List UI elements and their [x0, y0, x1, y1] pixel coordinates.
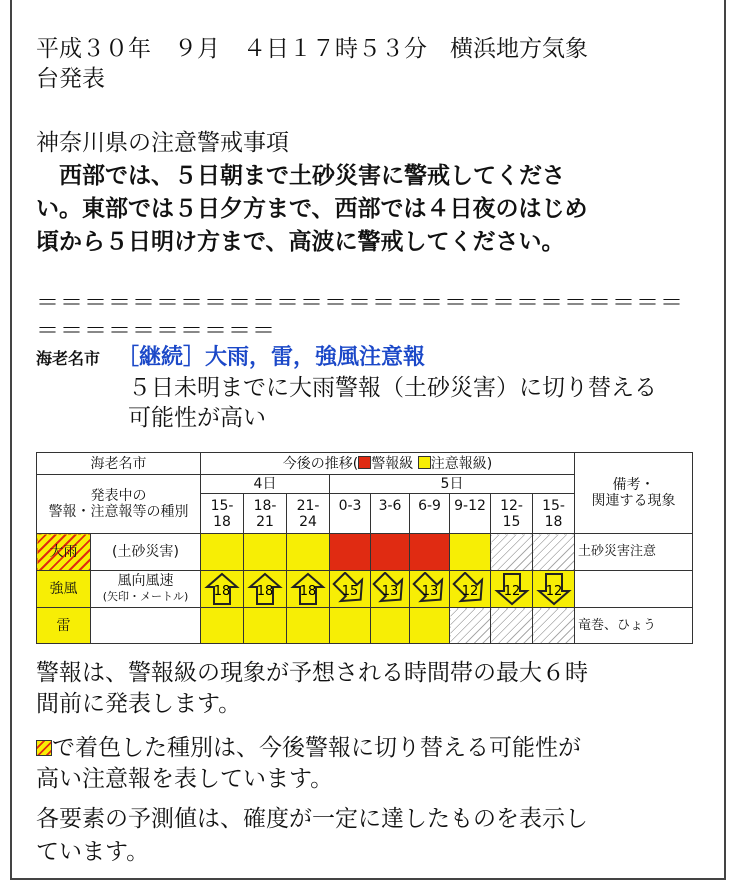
switch-note-line-2: 可能性が高い: [128, 405, 266, 431]
issue-line-2: 台発表: [36, 66, 105, 92]
time-slot-start: 18-: [253, 497, 277, 514]
type-header-line1: 発表中の: [90, 488, 147, 504]
wind-arrow-icon: [536, 572, 572, 606]
switch-note-line-1: ５日未明までに大雨警報（土砂災害）に切り替える: [128, 375, 657, 401]
time-slot-end: 18: [544, 513, 563, 530]
type-header-line2: 警報・注意報等の種別: [48, 504, 189, 520]
hazard-type: 強風: [37, 571, 91, 608]
time-slot-start: 12-: [500, 497, 523, 514]
time-slot-end: [410, 514, 449, 530]
time-slot: [244, 494, 287, 534]
wind-speed-value: 18: [299, 584, 317, 599]
time-slot: [201, 494, 244, 534]
level-cell: [244, 571, 287, 608]
level-cell: [491, 571, 533, 608]
time-slot-start: 15-: [542, 497, 565, 514]
time-slot: [371, 494, 410, 534]
advisory-legend-label: 注意報級): [430, 455, 493, 472]
remarks-cell: 土砂災害注意: [575, 534, 693, 571]
time-slot-end: 18: [213, 513, 231, 530]
level-cell: [491, 608, 533, 644]
hazard-type: 大雨: [37, 534, 91, 571]
time-slot-end: [371, 514, 409, 530]
level-cell: [201, 534, 244, 571]
level-cell: [410, 534, 450, 571]
level-cell: [287, 608, 330, 644]
trend-header: [201, 453, 575, 475]
forecast-table: [36, 452, 693, 644]
striped-type-icon: [36, 740, 52, 756]
level-cell: [533, 571, 575, 608]
wind-speed-value: 15: [341, 584, 359, 599]
time-slot: [330, 494, 371, 534]
level-cell: [287, 571, 330, 608]
wind-detail-line1: 風向風速: [117, 573, 174, 589]
wind-speed-value: 12: [545, 584, 562, 599]
advisory-status: ［継続］大雨，雷，強風注意報: [117, 345, 426, 370]
type-header: [37, 475, 201, 534]
remarks-header-line2: 関連する現象: [591, 493, 676, 509]
caution-line-2: い。東部では５日夕方まで、西部では４日夜のはじめ: [36, 196, 588, 222]
caution-line-3: 頃から５日明け方まで、高波に警戒してください。: [36, 229, 565, 255]
footer-p2-line1-text: で着色した種別は、今後警報に切り替える可能性が: [52, 735, 581, 761]
level-cell: [533, 608, 575, 644]
remarks-cell: [575, 571, 693, 608]
wind-arrow-icon: [290, 572, 326, 606]
wind-arrow-icon: [372, 572, 408, 606]
level-cell: [287, 534, 330, 571]
level-cell: [201, 571, 244, 608]
hazard-detail: [91, 608, 201, 644]
level-cell: [244, 608, 287, 644]
wind-arrow-icon: [494, 572, 530, 606]
wind-arrow-icon: [247, 572, 283, 606]
day-5-header: 5日: [330, 475, 575, 494]
wind-arrow-icon: [332, 572, 368, 606]
level-cell: [244, 534, 287, 571]
level-cell: [450, 608, 491, 644]
time-slot-start: 21-: [296, 497, 320, 514]
wind-arrow-icon: [204, 572, 240, 606]
time-slot-start: 0-3: [338, 497, 362, 514]
level-cell: [371, 571, 410, 608]
wind-speed-value: 12: [461, 584, 479, 599]
wind-speed-value: 18: [256, 584, 274, 599]
time-slot: [491, 494, 533, 534]
time-slot-end: 24: [299, 513, 317, 530]
level-cell: [410, 608, 450, 644]
time-slot-end: [450, 514, 490, 530]
advisory-legend-swatch: [418, 456, 431, 469]
issue-line-1: 平成３０年 ９月 ４日１７時５３分 横浜地方気象: [36, 36, 588, 62]
level-cell: [450, 571, 491, 608]
wind-arrow-icon: [412, 572, 448, 606]
warning-legend-swatch: [358, 456, 371, 469]
level-cell: [450, 534, 491, 571]
level-cell: [330, 608, 371, 644]
time-slot-end: [330, 514, 370, 530]
level-cell: [491, 534, 533, 571]
time-slot: [410, 494, 450, 534]
footer-p1-line1: 警報は、警報級の現象が予想される時間帯の最大６時: [36, 660, 588, 686]
time-slot-start: 15-: [210, 497, 234, 514]
hazard-detail: [91, 571, 201, 608]
level-cell: [201, 608, 244, 644]
time-slot: [287, 494, 330, 534]
footer-p1-line2: 間前に発表します。: [36, 691, 242, 717]
footer-p2-line2: 高い注意報を表しています。: [36, 766, 334, 792]
city-name: 海老名市: [36, 349, 101, 368]
separator-line-2: ＝＝＝＝＝＝＝＝＝＝: [36, 318, 276, 344]
time-slot: [450, 494, 491, 534]
wind-speed-value: 13: [381, 584, 399, 599]
level-cell: [330, 571, 371, 608]
time-slot-end: 15: [502, 513, 521, 530]
remarks-header: [575, 453, 693, 534]
time-slot-start: 9-12: [454, 497, 486, 514]
wind-arrow-icon: [452, 572, 488, 606]
wind-speed-value: 12: [503, 584, 520, 599]
time-slot-start: 3-6: [378, 497, 402, 514]
footer-p3-line2: ています。: [36, 839, 150, 865]
separator-line-1: ＝＝＝＝＝＝＝＝＝＝＝＝＝＝＝＝＝＝＝＝＝＝＝＝＝＝＝: [36, 290, 684, 316]
time-slot: [533, 494, 575, 534]
wind-detail-line2: (矢印・メートル): [102, 590, 189, 603]
time-slot-start: 6-9: [418, 497, 441, 514]
table-city: 海老名市: [37, 453, 201, 475]
level-cell: [410, 571, 450, 608]
footer-p2-line1: [36, 733, 581, 763]
time-slot-end: 21: [256, 513, 274, 530]
warning-legend-label: 警報級: [371, 455, 414, 472]
wind-speed-value: 18: [213, 584, 231, 599]
hazard-detail: (土砂災害): [91, 534, 201, 571]
remarks-header-line1: 備考・: [612, 477, 655, 493]
day-4-header: 4日: [201, 475, 330, 494]
level-cell: [330, 534, 371, 571]
level-cell: [371, 608, 410, 644]
remarks-cell: 竜巻、ひょう: [575, 608, 693, 644]
hazard-type: 雷: [37, 608, 91, 644]
footer-p3-line1: 各要素の予測値は、確度が一定に達したものを表示し: [36, 806, 588, 832]
caution-title: 神奈川県の注意警戒事項: [36, 130, 289, 156]
wind-speed-value: 13: [421, 584, 438, 599]
level-cell: [371, 534, 410, 571]
level-cell: [533, 534, 575, 571]
caution-line-1: 西部では、５日朝まで土砂災害に警戒してくださ: [36, 163, 565, 189]
trend-label: 今後の推移(: [282, 455, 359, 472]
